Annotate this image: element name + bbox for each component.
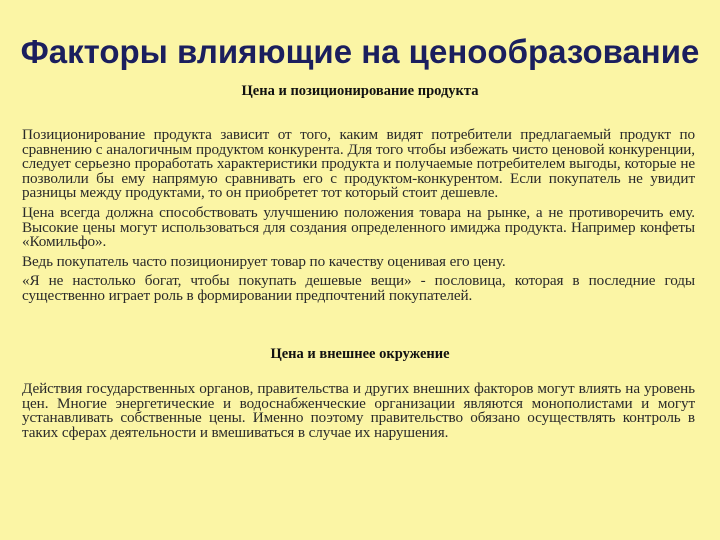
paragraph: Действия государственных органов, правительства и других внешних факторов могут влиять на уровень цен. Многие энергетические и водоснабженческие организации являются монополистами и могут устанавливать собственные цены. Именно поэтому правительство обязано осуществлять контроль в таких сферах деятельности и вмешиваться в случае их нарушения. [22, 380, 695, 441]
paragraph: Ведь покупатель часто позиционирует товар по качеству оценивая его цену. [22, 252, 506, 270]
section-body-environment [22, 382, 695, 445]
paragraph: «Я не настолько богат, чтобы покупать дешевые вещи» - пословица, которая в последние годы существенно играет роль в формировании предпочтений покупателей. [22, 272, 695, 304]
section-body-positioning [22, 128, 695, 309]
section-heading-environment: Цена и внешнее окружение [270, 346, 450, 362]
slide-title: Факторы влияющие на ценообразование [20, 33, 700, 70]
section-heading-positioning: Цена и позиционирование продукта [241, 83, 479, 99]
paragraph: Цена всегда должна способствовать улучшению положения товара на рынке, а не противоречить ему. Высокие цены могут использоваться для создания определенного имиджа продукта. Например конфеты «Комильфо». [22, 203, 695, 251]
paragraph: Позиционирование продукта зависит от того, каким видят потребители предлагаемый продукт по сравнению с аналогичным продуктом конкурента. Для того чтобы избежать чисто ценовой конкуренции, следует серьезно проработать характеристики продукта и получаемые потребителем выгоды, которые не позволили бы ему напрямую сравнивать его с продуктом-конкурентом. Если покупатель не увидит разницы между продуктами, то он приобретет тот который стоит дешевле. [22, 126, 695, 202]
